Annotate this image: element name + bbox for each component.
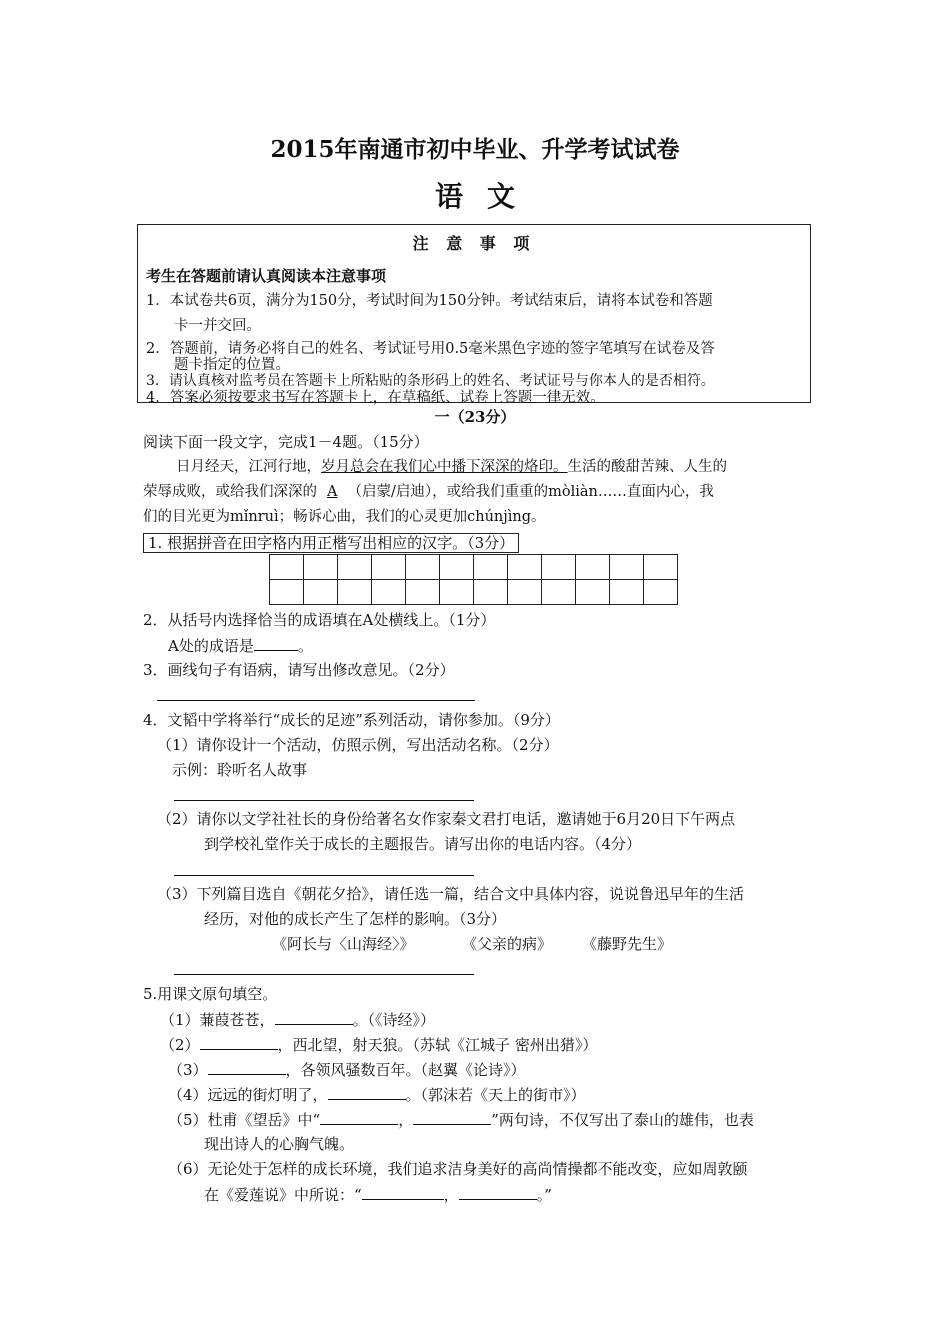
- notice-box: [137, 224, 811, 406]
- answer-blank[interactable]: [320, 1110, 398, 1125]
- fill-item-2: （2） ，西北望，射天狼。（苏轼《江城子 密州出猎》）: [160, 1036, 598, 1054]
- answer-blank[interactable]: [200, 1035, 278, 1050]
- grid-cell[interactable]: [270, 580, 304, 605]
- question-4-1-example: 示例：聆听名人故事: [172, 761, 308, 779]
- question-4-1: （1）请你设计一个活动，仿照示例，写出活动名称。（2分）: [157, 736, 559, 754]
- passage-line-3: 们的目光更为mǐnruì；畅诉心曲，我们的心灵更加chúnjìng。: [143, 509, 546, 525]
- fill-item-3: （3） ，各领风骚数百年。（赵翼《论诗》）: [168, 1061, 526, 1079]
- fill-item-5: （5）杜甫《望岳》中“ ， ”两句诗，不仅写出了泰山的雄伟，也表: [168, 1111, 754, 1129]
- grid-cell[interactable]: [270, 555, 304, 580]
- answer-line[interactable]: [157, 700, 475, 701]
- grid-cell[interactable]: [644, 555, 678, 580]
- answer-blank[interactable]: [328, 1085, 406, 1100]
- notice-item: 卡一并交回。: [174, 318, 261, 334]
- grid-cell[interactable]: [474, 580, 508, 605]
- passage-line-2: 荣辱成败，或给我们深深的 A （启蒙/启迪），或给我们重重的mòliàn……直面内心，我: [143, 484, 714, 500]
- grid-cell[interactable]: [406, 555, 440, 580]
- question-4-3: （3）下列篇目选自《朝花夕拾》，请任选一篇，结合文中具体内容，说说鲁迅早年的生活: [157, 885, 745, 903]
- grid-cell[interactable]: [338, 580, 372, 605]
- grid-cell[interactable]: [338, 555, 372, 580]
- grid-cell[interactable]: [610, 555, 644, 580]
- fill-item-1: （1）蒹葭苍苍， 。（《诗经》）: [160, 1011, 436, 1029]
- article-title: 《父亲的病》: [462, 935, 553, 953]
- grid-cell[interactable]: [610, 580, 644, 605]
- notice-item: 3．请认真核对监考员在答题卡上所粘贴的条形码上的姓名、考试证号与你本人的是否相符。: [146, 373, 715, 389]
- notice-subheading: 考生在答题前请认真阅读本注意事项: [146, 267, 387, 285]
- grid-cell[interactable]: [644, 580, 678, 605]
- answer-blank[interactable]: [208, 1060, 286, 1075]
- reading-intro: 阅读下面一段文字，完成1－4题。（15分）: [143, 433, 429, 451]
- answer-blank[interactable]: [362, 1185, 444, 1200]
- fill-item-5-cont: 现出诗人的心胸气魄。: [204, 1135, 355, 1153]
- notice-item: 1．本试卷共6页，满分为150分，考试时间为150分钟。考试结束后，请将本试卷和答题: [146, 293, 713, 309]
- grid-cell[interactable]: [508, 555, 542, 580]
- answer-line[interactable]: [174, 875, 474, 876]
- grid-cell[interactable]: [372, 555, 406, 580]
- grid-cell[interactable]: [542, 555, 576, 580]
- passage-line-1: 日月经天，江河行地，岁月总会在我们心中播下深深的烙印。生活的酸甜苦辣、人生的: [176, 459, 727, 475]
- notice-item: 4．答案必须按要求书写在答题卡上，在草稿纸、试卷上答题一律无效。: [146, 390, 605, 406]
- fill-item-6-cont: 在《爱莲说》中所说：“ ， 。”: [204, 1186, 552, 1204]
- grid-cell[interactable]: [304, 555, 338, 580]
- article-title: 《阿长与〈山海经〉》: [272, 935, 415, 953]
- question-2-answer: A处的成语是 。: [168, 637, 313, 655]
- answer-blank[interactable]: [459, 1185, 537, 1200]
- character-grid: [269, 554, 678, 605]
- answer-line[interactable]: [174, 800, 474, 801]
- answer-blank[interactable]: [413, 1110, 491, 1125]
- fill-item-6: （6）无论处于怎样的成长环境，我们追求洁身美好的高尚情操都不能改变，应如周敦颐: [168, 1160, 748, 1178]
- grid-cell[interactable]: [576, 580, 610, 605]
- question-1: 1. 根据拼音在田字格内用正楷写出相应的汉字。（3分）: [143, 533, 519, 553]
- article-title: 《藤野先生》: [582, 935, 673, 953]
- grid-cell[interactable]: [304, 580, 338, 605]
- question-3: 3．画线句子有语病，请写出修改意见。（2分）: [143, 661, 455, 679]
- notice-item: 2．答题前，请务必将自己的姓名、考试证号用0.5毫米黑色字迹的签字笔填写在试卷及答: [146, 341, 715, 357]
- grid-cell[interactable]: [576, 555, 610, 580]
- answer-blank[interactable]: [254, 636, 298, 651]
- question-4: 4．文韬中学将举行“成长的足迹”系列活动，请你参加。（9分）: [143, 711, 560, 729]
- blank-a: A: [327, 484, 338, 500]
- question-5: 5.用课文原句填空。: [143, 985, 278, 1003]
- grid-cell[interactable]: [406, 580, 440, 605]
- answer-line[interactable]: [174, 974, 474, 975]
- grid-cell[interactable]: [508, 580, 542, 605]
- subject-title: 语文: [434, 180, 539, 213]
- notice-item: 题卡指定的位置。: [174, 357, 290, 373]
- grid-cell[interactable]: [372, 580, 406, 605]
- grid-cell[interactable]: [440, 580, 474, 605]
- grid-cell[interactable]: [440, 555, 474, 580]
- question-4-2-cont: 到学校礼堂作关于成长的主题报告。请写出你的电话内容。（4分）: [204, 835, 642, 853]
- answer-blank[interactable]: [275, 1010, 353, 1025]
- section-heading: 一（23分）: [434, 408, 516, 426]
- fill-item-4: （4）远远的街灯明了， 。（郭沫若《天上的街市》）: [168, 1086, 586, 1104]
- exam-title: 2015年南通市初中毕业、升学考试试卷: [270, 136, 680, 163]
- notice-heading: 注 意 事 项: [412, 234, 536, 253]
- grid-cell[interactable]: [542, 580, 576, 605]
- question-4-3-cont: 经历，对他的成长产生了怎样的影响。（3分）: [204, 910, 507, 928]
- question-4-2: （2）请你以文学社社长的身份给著名女作家秦文君打电话，邀请她于6月20日下午两点: [157, 810, 736, 828]
- question-2: 2．从括号内选择恰当的成语填在A处横线上。（1分）: [143, 611, 496, 629]
- grid-cell[interactable]: [474, 555, 508, 580]
- underlined-sentence: 岁月总会在我们心中播下深深的烙印。: [321, 459, 568, 475]
